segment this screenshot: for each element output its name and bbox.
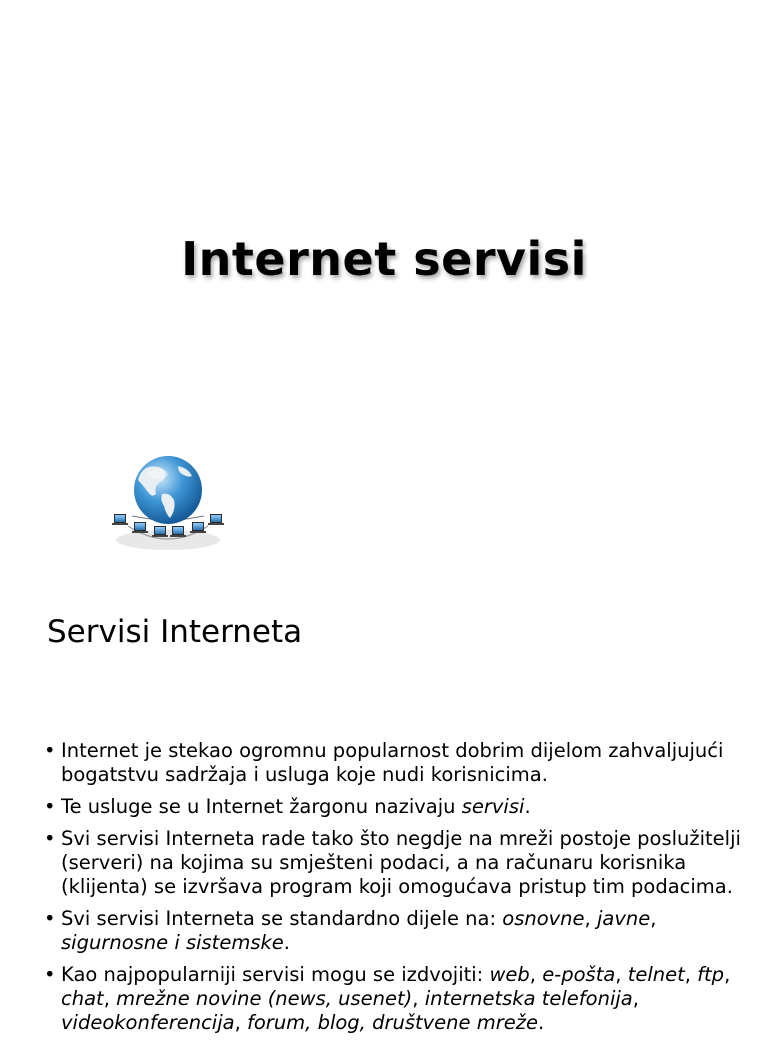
bullet-text-run: ,: [584, 907, 597, 930]
bullet-text-run: ,: [615, 963, 628, 986]
list-item: [44, 795, 744, 819]
bullet-text-run: Te usluge se u Internet žargonu nazivaju: [61, 795, 462, 818]
bullet-text-run: ,: [234, 1011, 247, 1034]
slide-title: Internet servisi: [181, 232, 587, 286]
bullet-text-run: internetska telefonija: [424, 987, 633, 1010]
bullet-text-run: ,: [103, 987, 117, 1010]
bullet-text-run: ,: [650, 907, 657, 930]
globe-network-icon: [108, 452, 228, 556]
bullet-text-run: ,: [724, 963, 731, 986]
list-item: [44, 827, 744, 899]
bullet-text-run: Kao najpopularniji servisi mogu se izdvojiti:: [61, 963, 490, 986]
bullet-list: [44, 739, 744, 1043]
bullet-text-run: osnovne: [502, 907, 585, 930]
bullet-text-run: ,: [632, 987, 639, 1010]
bullet-text-run: ,: [684, 963, 698, 986]
bullet-text-run: Internet je stekao ogromnu popularnost dobrim dijelom zahvaljujući bogatstvu sadržaja i usluga koje nudi korisnicima.: [61, 739, 724, 786]
bullet-text-run: .: [537, 1011, 545, 1034]
bullet-text-run: servisi: [461, 795, 525, 818]
bullet-text-run: ,: [529, 963, 543, 986]
bullet-text-run: forum, blog, društvene mreže: [247, 1011, 538, 1034]
bullet-text-run: Svi servisi Interneta se standardno dijele na:: [61, 907, 503, 930]
section-heading: Servisi Interneta: [47, 614, 303, 650]
bullet-text-run: .: [524, 795, 531, 818]
bullet-text-run: sigurnosne i sistemske: [61, 931, 284, 954]
bullet-text-run: mrežne novine (news, usenet): [116, 987, 413, 1010]
bullet-text-run: javne: [596, 907, 651, 930]
bullet-text-run: telnet: [627, 963, 685, 986]
list-item: [44, 739, 744, 787]
bullet-text-run: videokonferencija: [61, 1011, 235, 1034]
list-item: [44, 907, 744, 955]
bullet-text-run: Svi servisi Interneta rade tako što negdje na mreži postoje poslužitelji (serveri) na kojima su smješteni podaci, a na računaru korisnika (klijenta) se izvršava program koji omogućava pristup tim podacima.: [61, 827, 741, 898]
bullet-text-run: web: [489, 963, 530, 986]
bullet-text-run: ,: [412, 987, 425, 1010]
bullet-text-run: e-pošta: [542, 963, 616, 986]
bullet-text-run: ftp: [697, 963, 725, 986]
list-item: [44, 963, 744, 1035]
bullet-text-run: chat: [61, 987, 104, 1010]
bullet-text-run: .: [283, 931, 290, 954]
